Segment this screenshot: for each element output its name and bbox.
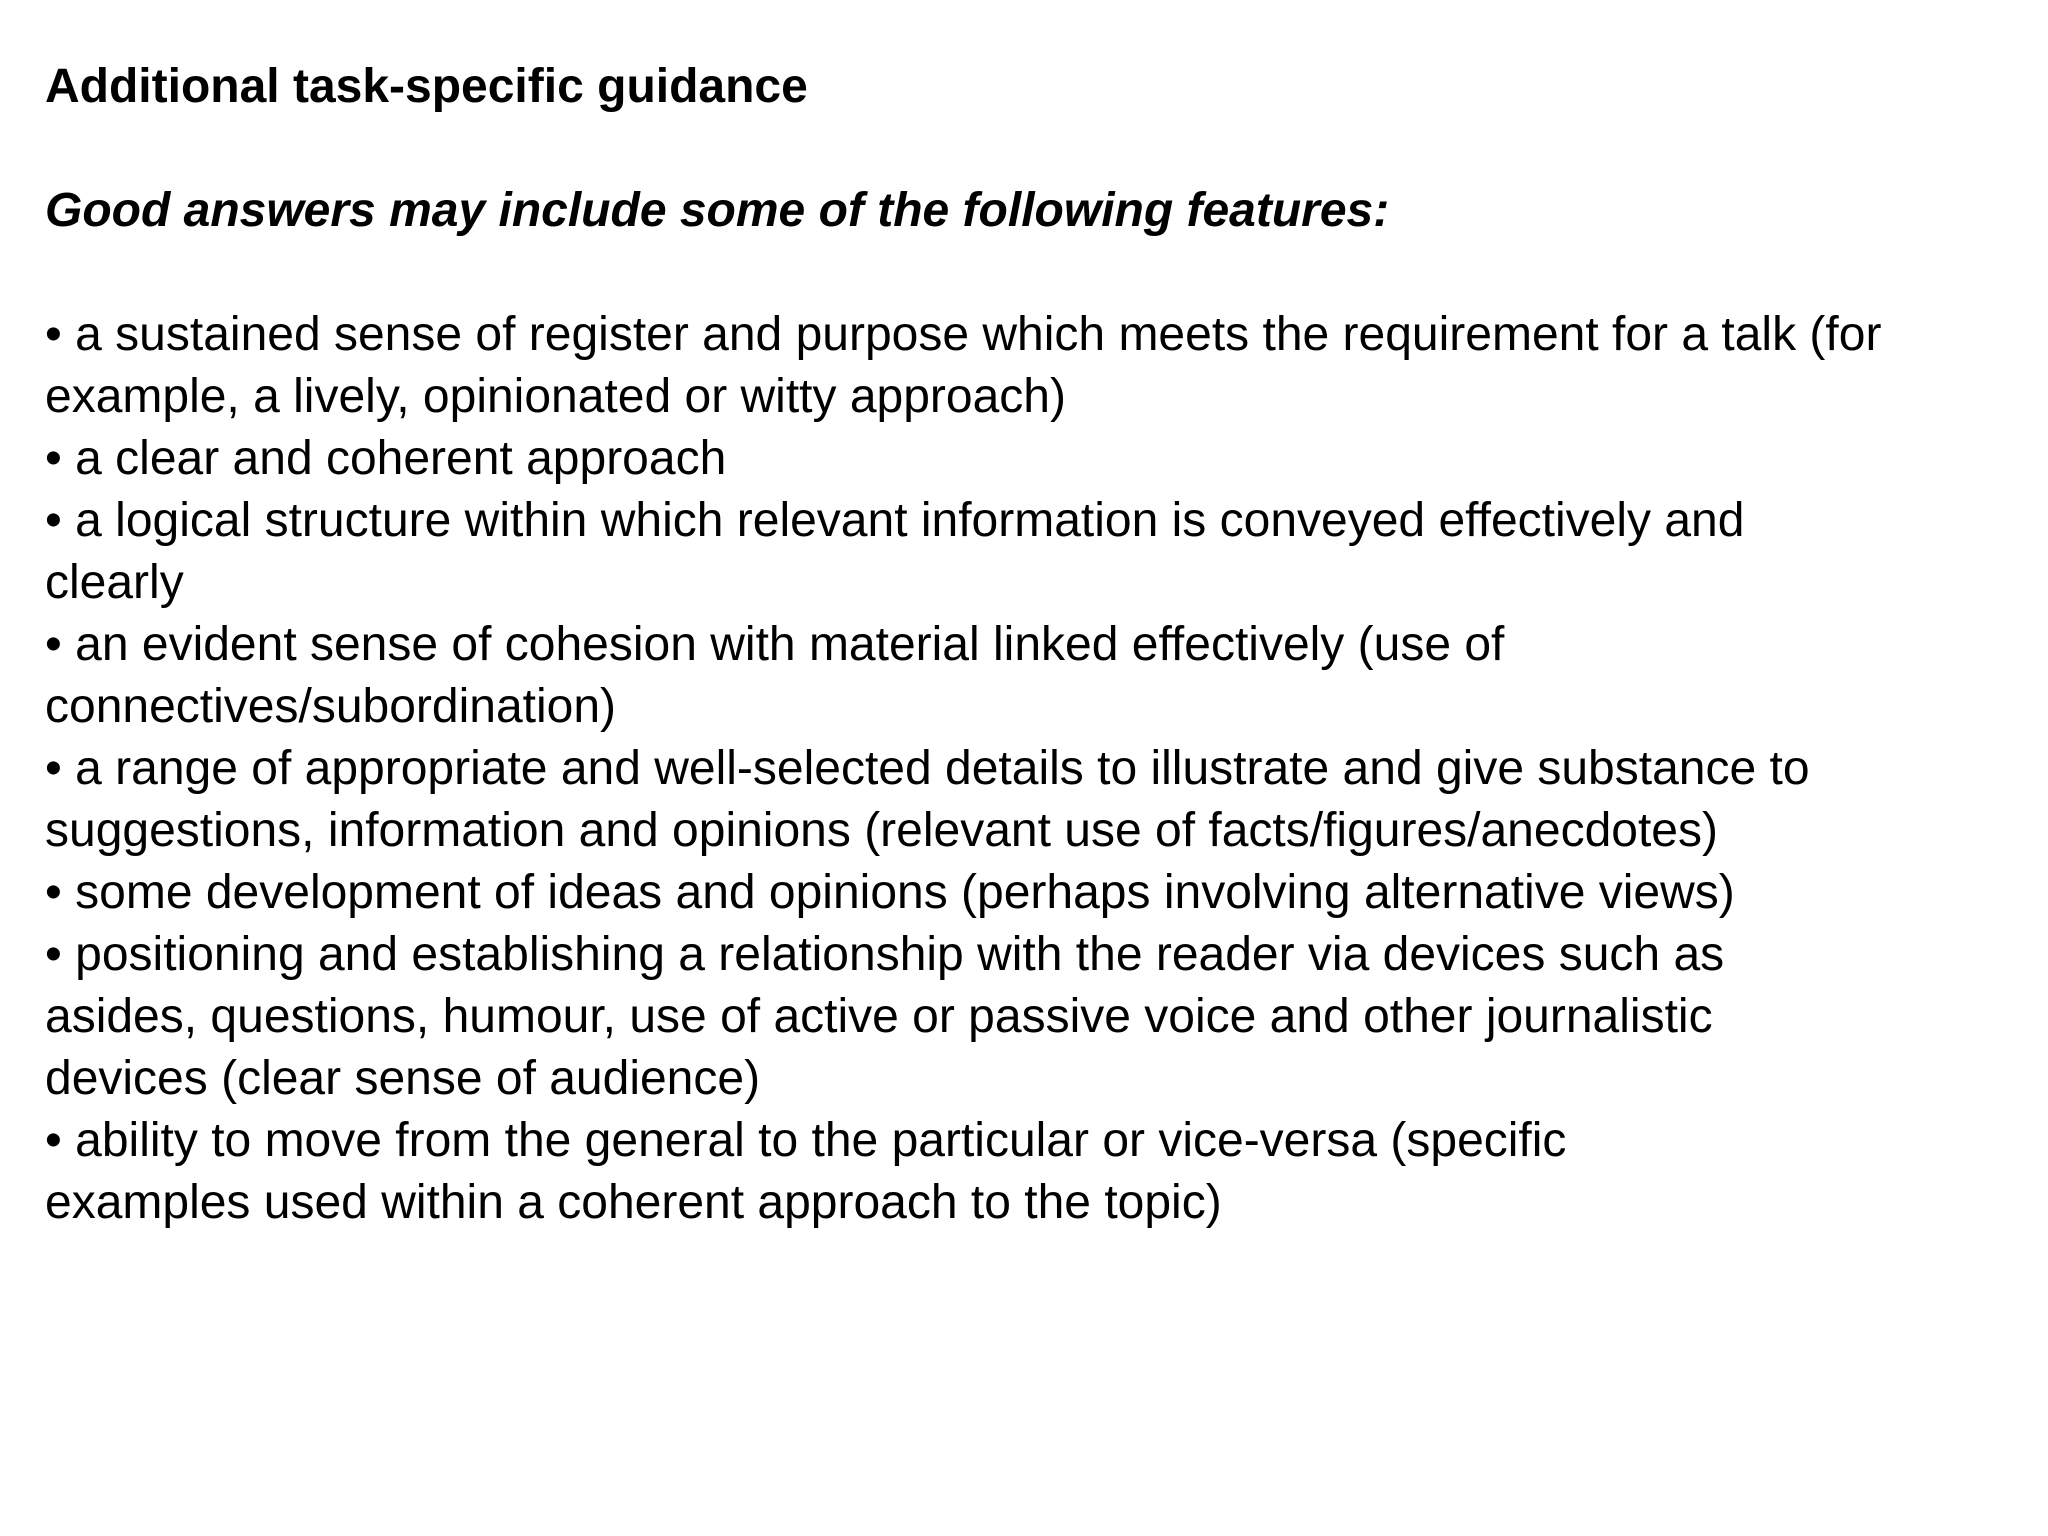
list-item-line: • a logical structure within which relevant information is conveyed effectively and <box>45 494 1745 547</box>
list-item <box>45 614 2030 738</box>
list-item-line: • a range of appropriate and well-selected details to illustrate and give substance to <box>45 742 1810 795</box>
list-item-line: • a sustained sense of register and purpose which meets the requirement for a talk (for <box>45 308 1882 361</box>
list-item-line: • a clear and coherent approach <box>45 432 727 485</box>
list-item-line: connectives/subordination) <box>45 680 617 733</box>
guidance-document <box>45 56 2030 1234</box>
page-title: Additional task-specific guidance <box>45 60 808 113</box>
list-item-line: example, a lively, opinionated or witty approach) <box>45 370 1066 423</box>
list-item-line: examples used within a coherent approach to the topic) <box>45 1176 1222 1229</box>
list-item-line: asides, questions, humour, use of active or passive voice and other journalistic <box>45 990 1713 1043</box>
features-subheading: Good answers may include some of the following features: <box>45 184 1390 237</box>
list-item <box>45 304 2030 428</box>
list-item-line: • ability to move from the general to the particular or vice-versa (specific <box>45 1114 1567 1167</box>
list-item-line: clearly <box>45 556 184 609</box>
list-item-line: suggestions, information and opinions (relevant use of facts/figures/anecdotes) <box>45 804 1718 857</box>
list-item <box>45 428 2030 490</box>
list-item-line: • an evident sense of cohesion with material linked effectively (use of <box>45 618 1505 671</box>
list-item <box>45 1110 2030 1234</box>
list-item-line: • some development of ideas and opinions (perhaps involving alternative views) <box>45 866 1735 919</box>
list-item <box>45 924 2030 1110</box>
list-item-line: • positioning and establishing a relationship with the reader via devices such as <box>45 928 1725 981</box>
features-list <box>45 304 2030 1234</box>
list-item <box>45 862 2030 924</box>
list-item <box>45 738 2030 862</box>
list-item <box>45 490 2030 614</box>
list-item-line: devices (clear sense of audience) <box>45 1052 761 1105</box>
